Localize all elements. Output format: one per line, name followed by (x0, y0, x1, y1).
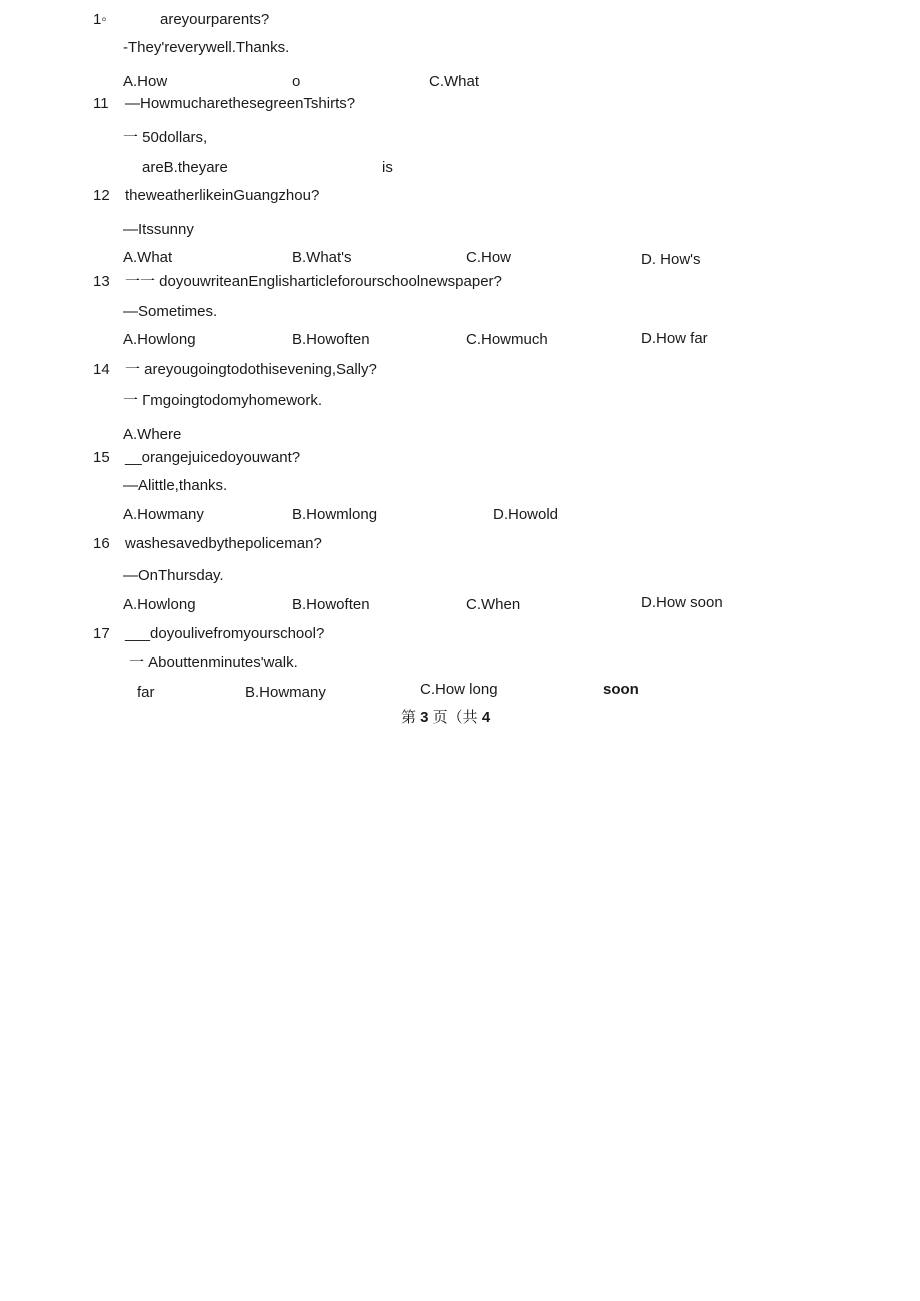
question-stem: 一 areyougoingtodothisevening,Sally? (125, 361, 377, 378)
question-number: 11 (93, 95, 109, 112)
option-c: C.What (429, 73, 480, 90)
answer-line: 一 Abouttenminutes'walk. (129, 654, 298, 671)
option-c: is (382, 159, 393, 176)
option-d: D.How soon (641, 594, 723, 611)
footer-prefix: 第 (401, 709, 421, 726)
option-a: A.Howmany (123, 506, 204, 523)
option-a: A.Where (123, 426, 182, 443)
answer-line: —OnThursday. (123, 567, 224, 584)
option-c: C.When (466, 596, 521, 613)
question-number: 14 (93, 361, 110, 378)
question-number: 13 (93, 273, 110, 290)
answer-line: -They'reverywell.Thanks. (123, 39, 290, 56)
option-b: B.Howmlong (292, 506, 378, 523)
option-d: D.How far (641, 330, 708, 347)
question-stem: ___doyoulivefromyourschool? (125, 625, 325, 642)
current-page-number: 3 (420, 709, 429, 726)
page-footer (401, 709, 490, 727)
option-d: soon (603, 681, 639, 698)
question-number: 15 (93, 449, 110, 466)
answer-line: 一 Гmgoingtodomyhomework. (123, 392, 323, 409)
option-c: C.How long (420, 681, 498, 698)
option-a: A.What (123, 249, 173, 266)
option-c: C.How (466, 249, 512, 266)
option-b: B.What's (292, 249, 352, 266)
answer-line: 一 50dollars, (123, 129, 208, 146)
option-c: C.Howmuch (466, 331, 548, 348)
question-stem: washesavedbythepoliceman? (125, 535, 322, 552)
option-d: D.Howold (493, 506, 559, 523)
question-stem: areyourparents? (160, 11, 270, 28)
option-a-b: areB.theyare (142, 159, 228, 176)
total-pages-number: 4 (481, 709, 491, 726)
question-stem: theweatherlikeinGuangzhou? (125, 187, 320, 204)
option-b: B.Howoften (292, 331, 370, 348)
question-stem: __orangejuicedoyouwant? (125, 449, 301, 466)
option-d: D. How's (641, 251, 701, 268)
footer-middle: 页（共 (428, 709, 482, 726)
option-a: far (137, 684, 155, 701)
option-b: o (292, 73, 301, 90)
question-stem: —HowmucharethesegreenTshirts? (125, 95, 356, 112)
option-a: A.How (123, 73, 168, 90)
question-number: 12 (93, 187, 110, 204)
question-number: 17 (93, 625, 110, 642)
question-number: 1◦ (93, 11, 107, 28)
option-a: A.Howlong (123, 596, 196, 613)
option-b: B.Howoften (292, 596, 370, 613)
answer-line: —Sometimes. (123, 303, 218, 320)
question-number: 16 (93, 535, 110, 552)
option-a: A.Howlong (123, 331, 196, 348)
option-b: B.Howmany (245, 684, 326, 701)
question-stem: 一一 doyouwriteanEnglisharticleforourschoolnewspaper? (125, 273, 502, 290)
answer-line: —Alittle,thanks. (123, 477, 228, 494)
answer-line: —Itssunny (123, 221, 194, 238)
